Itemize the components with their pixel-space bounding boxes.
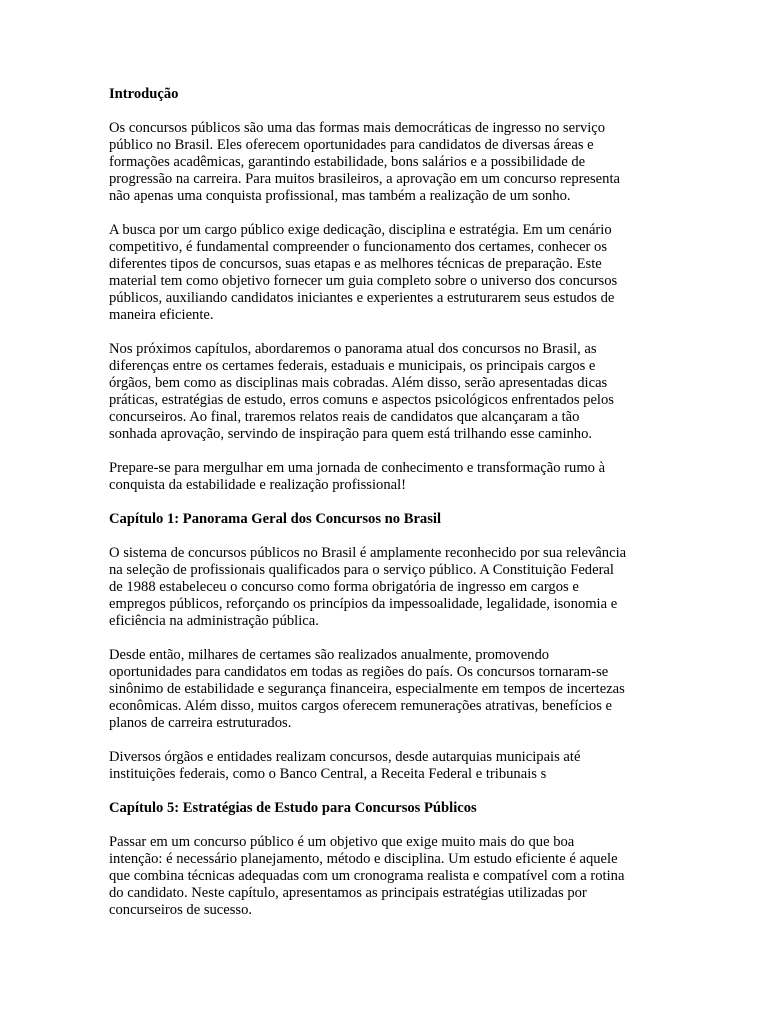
body-paragraph [109, 834, 669, 919]
heading-text: Capítulo 5: Estratégias de Estudo para Concursos Públicos [109, 800, 477, 816]
body-paragraph [109, 749, 669, 783]
paragraph-line: instituições federais, como o Banco Central, a Receita Federal e tribunais s [109, 766, 547, 782]
paragraph-line: intenção: é necessário planejamento, método e disciplina. Um estudo eficiente é aquele [109, 851, 618, 867]
paragraph-line: O sistema de concursos públicos no Brasil é amplamente reconhecido por sua relevância [109, 545, 627, 561]
section-heading [109, 511, 669, 528]
paragraph-line: sinônimo de estabilidade e segurança financeira, especialmente em tempos de incertezas [109, 681, 625, 697]
paragraph-line: maneira eficiente. [109, 307, 214, 323]
paragraph-line: Prepare-se para mergulhar em uma jornada de conhecimento e transformação rumo à [109, 460, 606, 476]
paragraph-line: Desde então, milhares de certames são realizados anualmente, promovendo [109, 647, 550, 663]
document-page [109, 86, 669, 936]
section-heading [109, 86, 669, 103]
paragraph-line: conquista da estabilidade e realização profissional! [109, 477, 407, 493]
body-paragraph [109, 120, 669, 205]
paragraph-line: formações acadêmicas, garantindo estabilidade, bons salários e a possibilidade de [109, 154, 586, 170]
paragraph-line: diferenças entre os certames federais, estaduais e municipais, os principais cargos e [109, 358, 596, 374]
paragraph-line: práticas, estratégias de estudo, erros comuns e aspectos psicológicos enfrentados pelos [109, 392, 614, 408]
paragraph-line: oportunidades para candidatos em todas as regiões do país. Os concursos tornaram-se [109, 664, 609, 680]
paragraph-line: planos de carreira estruturados. [109, 715, 292, 731]
paragraph-line: Diversos órgãos e entidades realizam concursos, desde autarquias municipais até [109, 749, 581, 765]
body-paragraph [109, 341, 669, 443]
paragraph-line: Os concursos públicos são uma das formas mais democráticas de ingresso no serviço [109, 120, 606, 136]
paragraph-line: sonhada aprovação, servindo de inspiração para quem está trilhando esse caminho. [109, 426, 593, 442]
paragraph-line: concurseiros de sucesso. [109, 902, 253, 918]
paragraph-line: diferentes tipos de concursos, suas etapas e as melhores técnicas de preparação. Este [109, 256, 602, 272]
paragraph-line: públicos, auxiliando candidatos iniciantes e experientes a estruturarem seus estudos de [109, 290, 615, 306]
body-paragraph [109, 460, 669, 494]
paragraph-line: do candidato. Neste capítulo, apresentamos as principais estratégias utilizadas por [109, 885, 587, 901]
paragraph-line: público no Brasil. Eles oferecem oportunidades para candidatos de diversas áreas e [109, 137, 594, 153]
section-heading [109, 800, 669, 817]
body-paragraph [109, 647, 669, 732]
paragraph-line: de 1988 estabeleceu o concurso como forma obrigatória de ingresso em cargos e [109, 579, 579, 595]
paragraph-line: que combina técnicas adequadas com um cronograma realista e compatível com a rotina [109, 868, 625, 884]
paragraph-line: material tem como objetivo fornecer um guia completo sobre o universo dos concursos [109, 273, 618, 289]
paragraph-line: concurseiros. Ao final, traremos relatos reais de candidatos que alcançaram a tão [109, 409, 580, 425]
paragraph-line: empregos públicos, reforçando os princípios da impessoalidade, legalidade, isonomia e [109, 596, 618, 612]
paragraph-line: órgãos, bem como as disciplinas mais cobradas. Além disso, serão apresentadas dicas [109, 375, 608, 391]
heading-text: Capítulo 1: Panorama Geral dos Concursos no Brasil [109, 511, 442, 527]
paragraph-line: competitivo, é fundamental compreender o funcionamento dos certames, conhecer os [109, 239, 608, 255]
heading-text: Introdução [109, 86, 179, 102]
paragraph-line: Passar em um concurso público é um objetivo que exige muito mais do que boa [109, 834, 575, 850]
paragraph-line: Nos próximos capítulos, abordaremos o panorama atual dos concursos no Brasil, as [109, 341, 597, 357]
paragraph-line: A busca por um cargo público exige dedicação, disciplina e estratégia. Em um cenário [109, 222, 612, 238]
paragraph-line: econômicas. Além disso, muitos cargos oferecem remunerações atrativas, benefícios e [109, 698, 613, 714]
paragraph-line: progressão na carreira. Para muitos brasileiros, a aprovação em um concurso representa [109, 171, 620, 187]
body-paragraph [109, 222, 669, 324]
paragraph-line: eficiência na administração pública. [109, 613, 319, 629]
paragraph-line: na seleção de profissionais qualificados para o serviço público. A Constituição Federal [109, 562, 614, 578]
body-paragraph [109, 545, 669, 630]
paragraph-line: não apenas uma conquista profissional, mas também a realização de um sonho. [109, 188, 571, 204]
